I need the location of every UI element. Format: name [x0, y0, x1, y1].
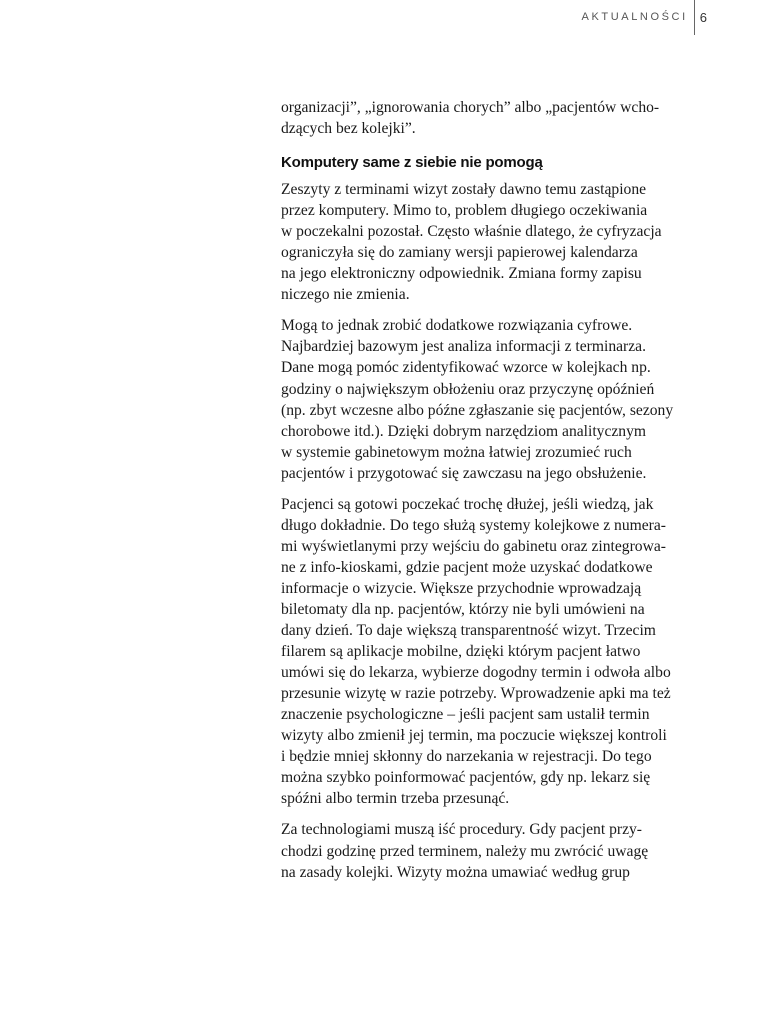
- text-line: spóźni albo termin trzeba przesunąć.: [281, 790, 510, 808]
- header-divider: [694, 0, 695, 35]
- text-line: chorobowe itd.). Dzięki dobrym narzędziom analitycznym: [281, 422, 647, 440]
- text-line: biletomaty dla np. pacjentów, którzy nie byli umówieni na: [281, 600, 645, 618]
- page-number: 6: [699, 10, 707, 25]
- text-line: w poczekalni pozostał. Często właśnie dlatego, że cyfryzacja: [281, 223, 662, 241]
- paragraph-1: [281, 179, 696, 305]
- text-line: długo dokładnie. Do tego służą systemy kolejkowe z numera-: [281, 516, 666, 534]
- section-label: AKTUALNOŚCI: [581, 11, 688, 23]
- text-line: ne z info-kioskami, gdzie pacjent może uzyskać dodatkowe: [281, 558, 653, 576]
- text-line: Zeszyty z terminami wizyt zostały dawno temu zastąpione: [281, 181, 647, 199]
- text-line: niczego nie zmienia.: [281, 286, 410, 304]
- text-line: Najbardziej bazowym jest analiza informacji z terminarza.: [281, 338, 646, 356]
- paragraph-2: [281, 315, 696, 483]
- text-line: przez komputery. Mimo to, problem długiego oczekiwania: [281, 202, 648, 220]
- text-line: filarem są aplikacje mobilne, dzięki którym pacjent łatwo: [281, 643, 641, 661]
- section-heading: Komputery same z siebie nie pomogą: [281, 154, 543, 172]
- text-line: dzących bez kolejki”.: [281, 120, 416, 138]
- text-line: organizacji”, „ignorowania chorych” albo „pacjentów wcho-: [281, 99, 660, 116]
- text-line: Za technologiami muszą iść procedury. Gdy pacjent przy-: [281, 821, 642, 839]
- text-line: Dane mogą pomóc zidentyfikować wzorce w kolejkach np.: [281, 359, 651, 377]
- article-body: [281, 97, 696, 893]
- intro-paragraph: [281, 97, 696, 139]
- text-line: znaczenie psychologiczne – jeśli pacjent sam ustalił termin: [281, 706, 650, 724]
- text-line: pacjentów i przygotować się zawczasu na jego obsłużenie.: [281, 464, 647, 482]
- text-line: na zasady kolejki. Wizyty można umawiać według grup: [281, 863, 630, 881]
- text-line: w systemie gabinetowym można łatwiej zrozumieć ruch: [281, 443, 632, 461]
- text-line: chodzi godzinę przed terminem, należy mu zwrócić uwagę: [281, 842, 649, 860]
- paragraph-3: [281, 494, 696, 810]
- text-line: dany dzień. To daje większą transparentność wizyt. Trzecim: [281, 622, 656, 640]
- text-line: (np. zbyt wczesne albo późne zgłaszanie się pacjentów, sezony: [281, 401, 674, 419]
- text-line: Mogą to jednak zrobić dodatkowe rozwiązania cyfrowe.: [281, 317, 633, 335]
- text-line: mi wyświetlanymi przy wejściu do gabinetu oraz zintegrowa-: [281, 537, 666, 555]
- text-line: informacje o wizycie. Większe przychodnie wprowadzają: [281, 579, 642, 597]
- text-line: umówi się do lekarza, wybierze dogodny termin i odwoła albo: [281, 664, 671, 682]
- text-line: ograniczyła się do zamiany wersji papierowej kalendarza: [281, 244, 638, 262]
- text-line: wizyty albo zmienił jej termin, ma poczucie większej kontroli: [281, 727, 667, 745]
- text-line: na jego elektroniczny odpowiednik. Zmiana formy zapisu: [281, 265, 642, 283]
- text-line: godziny o największym obłożeniu oraz przyczynę opóźnień: [281, 380, 655, 398]
- text-line: Pacjenci są gotowi poczekać trochę dłużej, jeśli wiedzą, jak: [281, 495, 654, 513]
- text-line: można szybko poinformować pacjentów, gdy np. lekarz się: [281, 769, 651, 787]
- paragraph-4: [281, 819, 696, 882]
- text-line: przesunie wizytę w razie potrzeby. Wprowadzenie apki ma też: [281, 685, 671, 703]
- running-header: [582, 0, 768, 36]
- text-line: i będzie mniej skłonny do narzekania w rejestracji. Do tego: [281, 748, 652, 766]
